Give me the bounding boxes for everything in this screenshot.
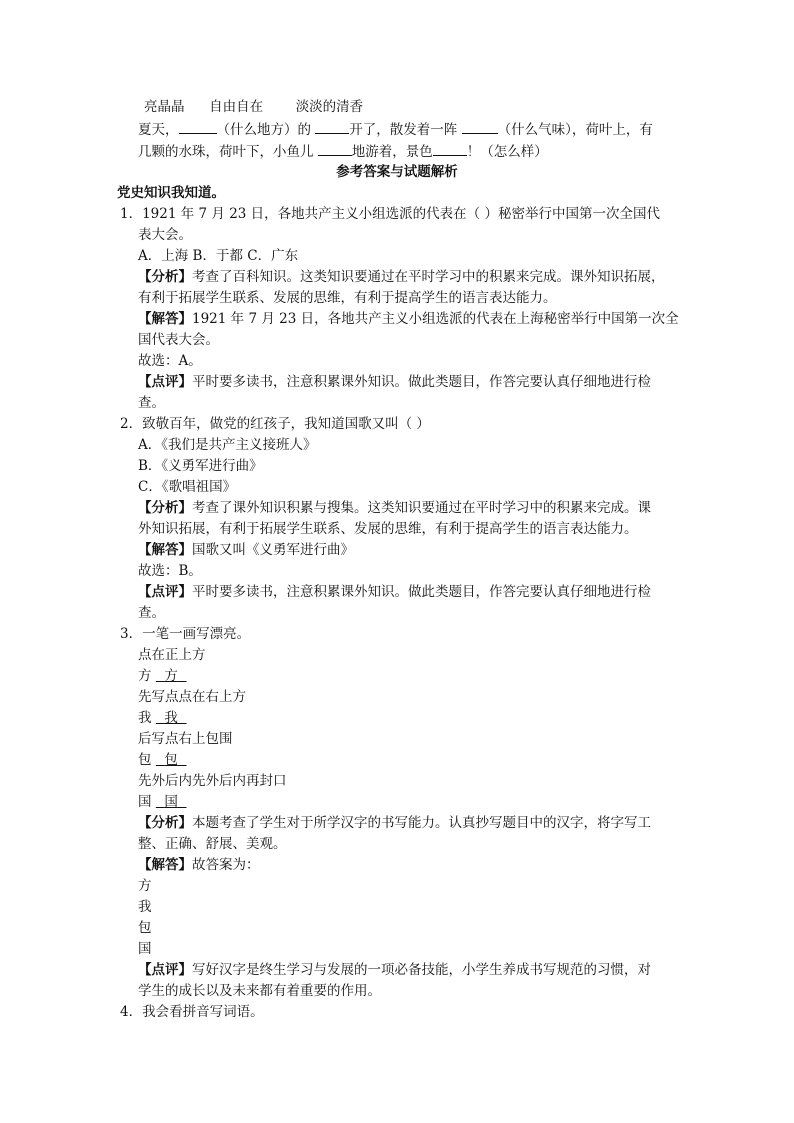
q1-analysis	[138, 267, 665, 287]
q3-comment-text: 写好汉字是终生学习与发展的一项必备技能，小学生养成书写规范的习惯，对	[192, 962, 651, 978]
q1-answer	[138, 309, 679, 329]
q1-analysis-line2: 有利于拓展学生联系、发展的思维，有利于提高学生的语言表达能力。	[138, 290, 557, 306]
fill-sentence-2	[138, 141, 548, 162]
q1-choice: 故选：A。	[138, 353, 202, 369]
q3-answer-char: 国	[164, 794, 178, 810]
q3-rule-3: 后写点右上包围	[138, 731, 233, 747]
q3-char-row-3	[138, 750, 186, 770]
q2-option-b: B．《义勇军进行曲》	[138, 458, 263, 474]
q3-answer-char: 我	[164, 710, 178, 726]
word-1: 亮晶晶	[144, 99, 185, 115]
q3-answer-text: 故答案为：	[192, 857, 260, 873]
q3-rule-1: 点在正上方	[138, 647, 206, 663]
q3-char: 方	[138, 668, 152, 684]
q1-answer-text: 1921 年 7 月 23 日，各地共产主义小组选派的代表在上海秘密举行中国第一次全	[192, 311, 679, 327]
blank	[179, 119, 217, 134]
comment-tag: 【点评】	[138, 584, 192, 600]
q3-char: 国	[138, 794, 152, 810]
q3-comment	[138, 960, 651, 980]
q3-rule-4: 先外后内先外后内再封口	[138, 773, 287, 789]
q2-comment-line2: 查。	[138, 605, 165, 621]
answer-tag: 【解答】	[138, 542, 192, 558]
q2-analysis-line2: 外知识拓展，有利于拓展学生联系、发展的思维，有利于提高学生的语言表达能力。	[138, 521, 638, 537]
q3-answer-char: 方	[164, 668, 178, 684]
word-bank	[144, 97, 363, 117]
q2-answer	[138, 540, 354, 560]
fill-sentence-1	[138, 119, 653, 140]
answers-title: 参考答案与试题解析	[336, 164, 458, 180]
q1-comment	[138, 372, 651, 392]
q3-answer-char-1: 方	[138, 878, 152, 894]
blank	[318, 141, 352, 156]
sentence2-part-b: 地游着，景色	[351, 144, 433, 160]
q3-rule-2: 先写点点在右上方	[138, 689, 246, 705]
q3-answer-char-2: 我	[138, 899, 152, 915]
sentence1-part-a: 夏天，	[138, 122, 179, 138]
q3-answer-char-4: 国	[138, 941, 152, 957]
comment-tag: 【点评】	[138, 374, 192, 390]
word-3: 淡淡的清香	[295, 99, 364, 115]
q1-stem-line1: 1．1921 年 7 月 23 日，各地共产主义小组选派的代表在（ ）秘密举行中国第一次全国代	[120, 206, 660, 222]
answer-tag: 【解答】	[138, 311, 192, 327]
q2-analysis	[138, 498, 651, 518]
answer-tag: 【解答】	[138, 857, 192, 873]
q1-comment-text: 平时要多读书，注意积累课外知识。做此类题目，作答完要认真仔细地进行检	[192, 374, 651, 390]
q1-stem-line2: 表大会。	[138, 227, 192, 243]
q3-analysis-text: 本题考查了学生对于所学汉字的书写能力。认真抄写题目中的汉字，将字写工	[192, 815, 651, 831]
blank	[462, 119, 498, 134]
sentence2-part-a: 几颗的水珠，荷叶下，小鱼儿	[138, 144, 318, 160]
q2-analysis-text: 考查了课外知识积累与搜集。这类知识要通过在平时学习中的积累来完成。课	[192, 500, 651, 516]
q2-option-c: C．《歌唱祖国》	[138, 479, 237, 495]
q3-stem: 3．一笔一画写漂亮。	[120, 626, 251, 642]
analysis-tag: 【分析】	[138, 815, 192, 831]
q3-analysis	[138, 813, 651, 833]
sentence1-part-d: （什么气味），荷叶上，有	[497, 122, 653, 138]
comment-tag: 【点评】	[138, 962, 192, 978]
q3-answer-char: 包	[164, 752, 178, 768]
word-2: 自由自在	[209, 99, 264, 115]
q2-comment	[138, 582, 651, 602]
sentence1-part-c: 开了，散发着一阵	[349, 122, 462, 138]
q3-char: 包	[138, 752, 152, 768]
q3-answer	[138, 855, 260, 875]
q3-char-row-1	[138, 666, 186, 686]
q2-answer-text: 国歌又叫《义勇军进行曲》	[192, 542, 354, 558]
q2-choice: 故选：B。	[138, 563, 202, 579]
q3-char: 我	[138, 710, 152, 726]
q2-option-a: A．《我们是共产主义接班人》	[138, 437, 317, 453]
q1-options: A．上海 B．于都 C．广东	[138, 248, 299, 264]
q3-comment-line2: 学生的成长以及未来都有着重要的作用。	[138, 983, 381, 999]
q4-stem: 4．我会看拼音写词语。	[120, 1004, 264, 1020]
q3-char-row-4	[138, 792, 186, 812]
blank	[315, 119, 349, 134]
q1-analysis-text: 考查了百科知识。这类知识要通过在平时学习中的积累来完成。课外知识拓展，	[192, 269, 665, 285]
sentence2-part-c: ！（怎么样）	[466, 144, 548, 160]
q3-answer-char-3: 包	[138, 920, 152, 936]
section-heading: 党史知识我知道。	[117, 185, 225, 201]
q2-stem: 2．致敬百年，做党的红孩子，我知道国歌又叫（ ）	[120, 416, 430, 432]
analysis-tag: 【分析】	[138, 500, 192, 516]
q3-char-row-2	[138, 708, 186, 728]
sentence1-part-b: （什么地方）的	[216, 122, 316, 138]
blank	[433, 141, 467, 156]
q2-comment-text: 平时要多读书，注意积累课外知识。做此类题目，作答完要认真仔细地进行检	[192, 584, 651, 600]
q1-answer-line2: 国代表大会。	[138, 332, 219, 348]
q3-analysis-line2: 整、正确、舒展、美观。	[138, 836, 287, 852]
analysis-tag: 【分析】	[138, 269, 192, 285]
q1-comment-line2: 查。	[138, 395, 165, 411]
